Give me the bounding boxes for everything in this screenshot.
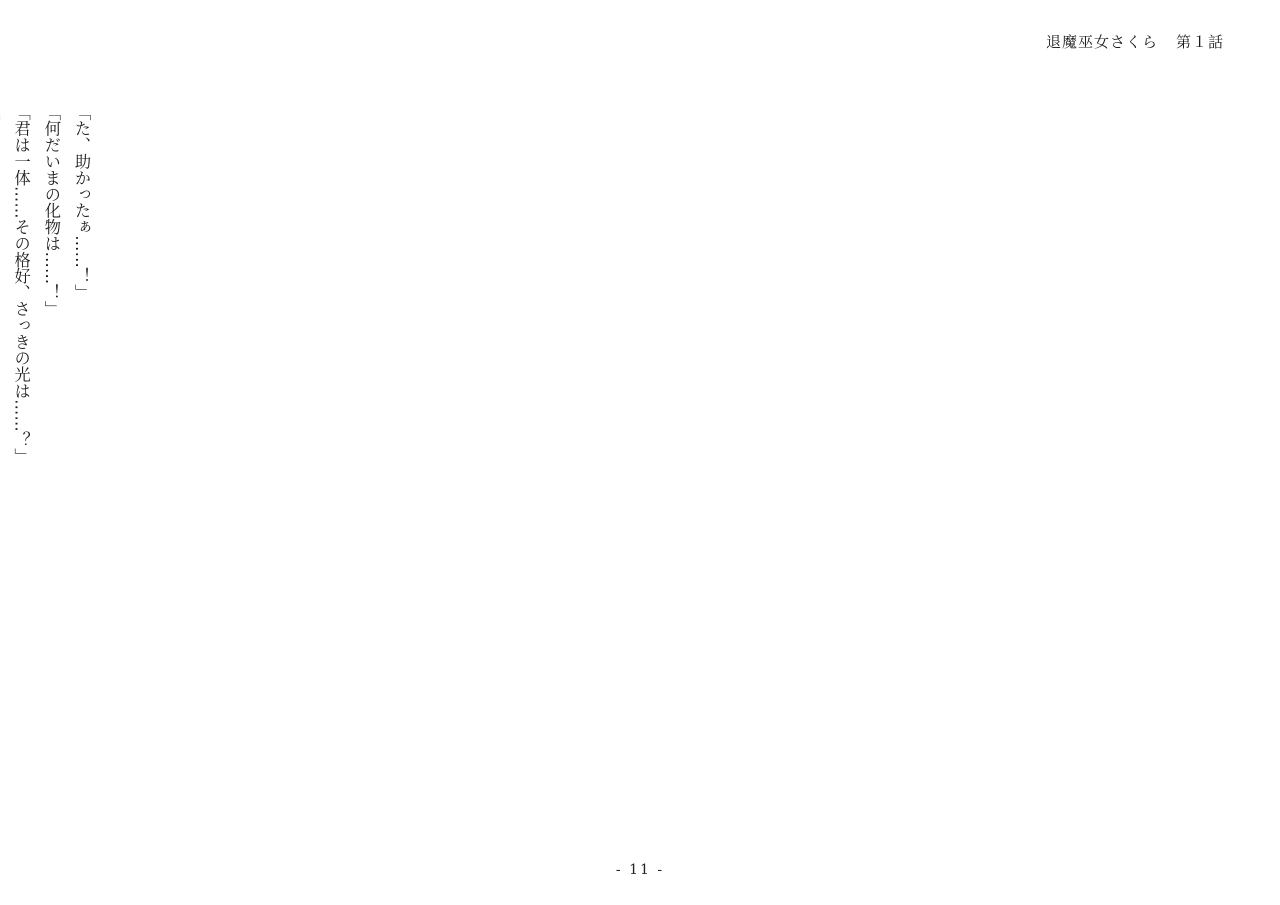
page-number: - 11 - [615,862,665,878]
text-line: 「何だいまの化物は……！」 [41,104,61,318]
book-title: 退魔巫女さくら [1045,33,1158,51]
vertical-body-text [11,104,96,794]
running-header [1046,31,1224,52]
text-line: 「た、助かったぁ……！」 [72,104,91,301]
text-line: 「君は一体……その格好、さっきの光は……？」 [11,104,31,465]
chapter-label: 第１話 [1175,33,1224,51]
